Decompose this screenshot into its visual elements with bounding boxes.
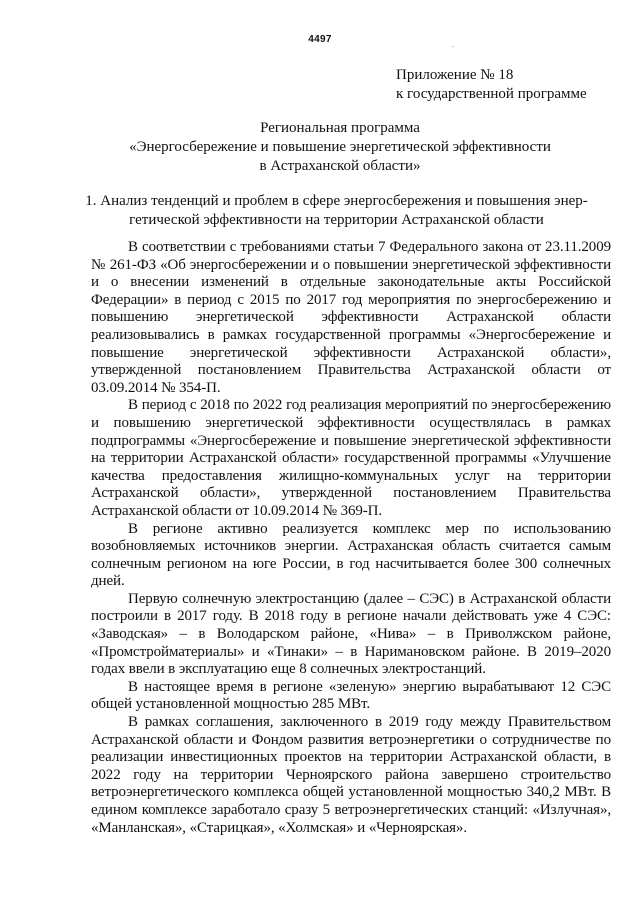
program-title [60,119,620,176]
scan-mark: . [452,40,454,49]
appendix-number: Приложение № 18 [396,67,514,83]
page-number: 4497 [308,34,332,45]
appendix-block [396,66,587,104]
paragraph: В настоящее время в регионе «зеленую» энергию вырабатывают 12 СЭС общей установленной мощностью 285 МВт. [91,678,611,713]
section-heading [64,192,609,230]
paragraph: В рамках соглашения, заключенного в 2019 году между Правительством Астраханской области и Фондом развития ветроэнергетики о сотрудничестве по реализации инвестиционных проектов на территории Астраханской области, в 2022 году на территории Черноярского района завершено строительство ветроэнергетического комплекса общей установленной мощностью 340,2 МВт. В едином комплексе заработало сразу 5 ветроэнергетических станций: «Излучная», «Манланская», «Старицкая», «Холмская» и «Черноярская». [91,714,611,836]
section-heading-line: 1. Анализ тенденций и проблем в сфере энергосбережения и повышения энер- [85,193,588,209]
program-title-line: в Астраханской области» [259,158,421,174]
appendix-reference: к государственной программе [396,86,587,102]
section-heading-line: гетической эффективности на территории Астраханской области [129,212,544,228]
paragraph: В соответствии с требованиями статьи 7 Федерального закона от 23.11.2009 № 261-ФЗ «Об энергосбережении и о повышении энергетической эффективности и о внесении изменений в отдельные законодательные акты Российской Федерации» в период с 2015 по 2017 год мероприятия по энергосбережению и повышению энергетической эффективности Астраханской области реализовывались в рамках государственной программы «Энергосбережение и повышение энергетической эффективности Астраханской области», утвержденной постановлением Правительства Астраханской области от 03.09.2014 № 354-П. [91,239,611,396]
paragraph: В период с 2018 по 2022 год реализация мероприятий по энергосбережению и повышению энергетической эффективности осуществлялась в рамках подпрограммы «Энергосбережение и повышение энергетической эффективности на территории Астраханской области» государственной программы «Улучшение качества предоставления жилищно-коммунальных услуг на территории Астраханской области», утвержденной постановлением Правительства Астраханской области от 10.09.2014 № 369-П. [91,397,611,519]
paragraph: Первую солнечную электростанцию (далее – СЭС) в Астраханской области построили в 2017 году. В 2018 году в регионе начали действовать уже 4 СЭС: «Заводская» – в Володарском районе, «Нива» – в Приволжском районе, «Промстройматериалы» и «Тинаки» – в Наримановском районе. В 2019–2020 годах ввели в эксплуатацию еще 8 солнечных электростанций. [91,590,611,678]
program-title-line: «Энергосбережение и повышение энергетической эффективности [129,139,551,155]
paragraph: В регионе активно реализуется комплекс мер по использованию возобновляемых источников энергии. Астраханская область считается самым солнечным регионом на юге России, в год насчитывается более 300 солнечных дней. [91,520,611,590]
program-title-line: Региональная программа [260,120,420,136]
body-text [91,239,611,837]
